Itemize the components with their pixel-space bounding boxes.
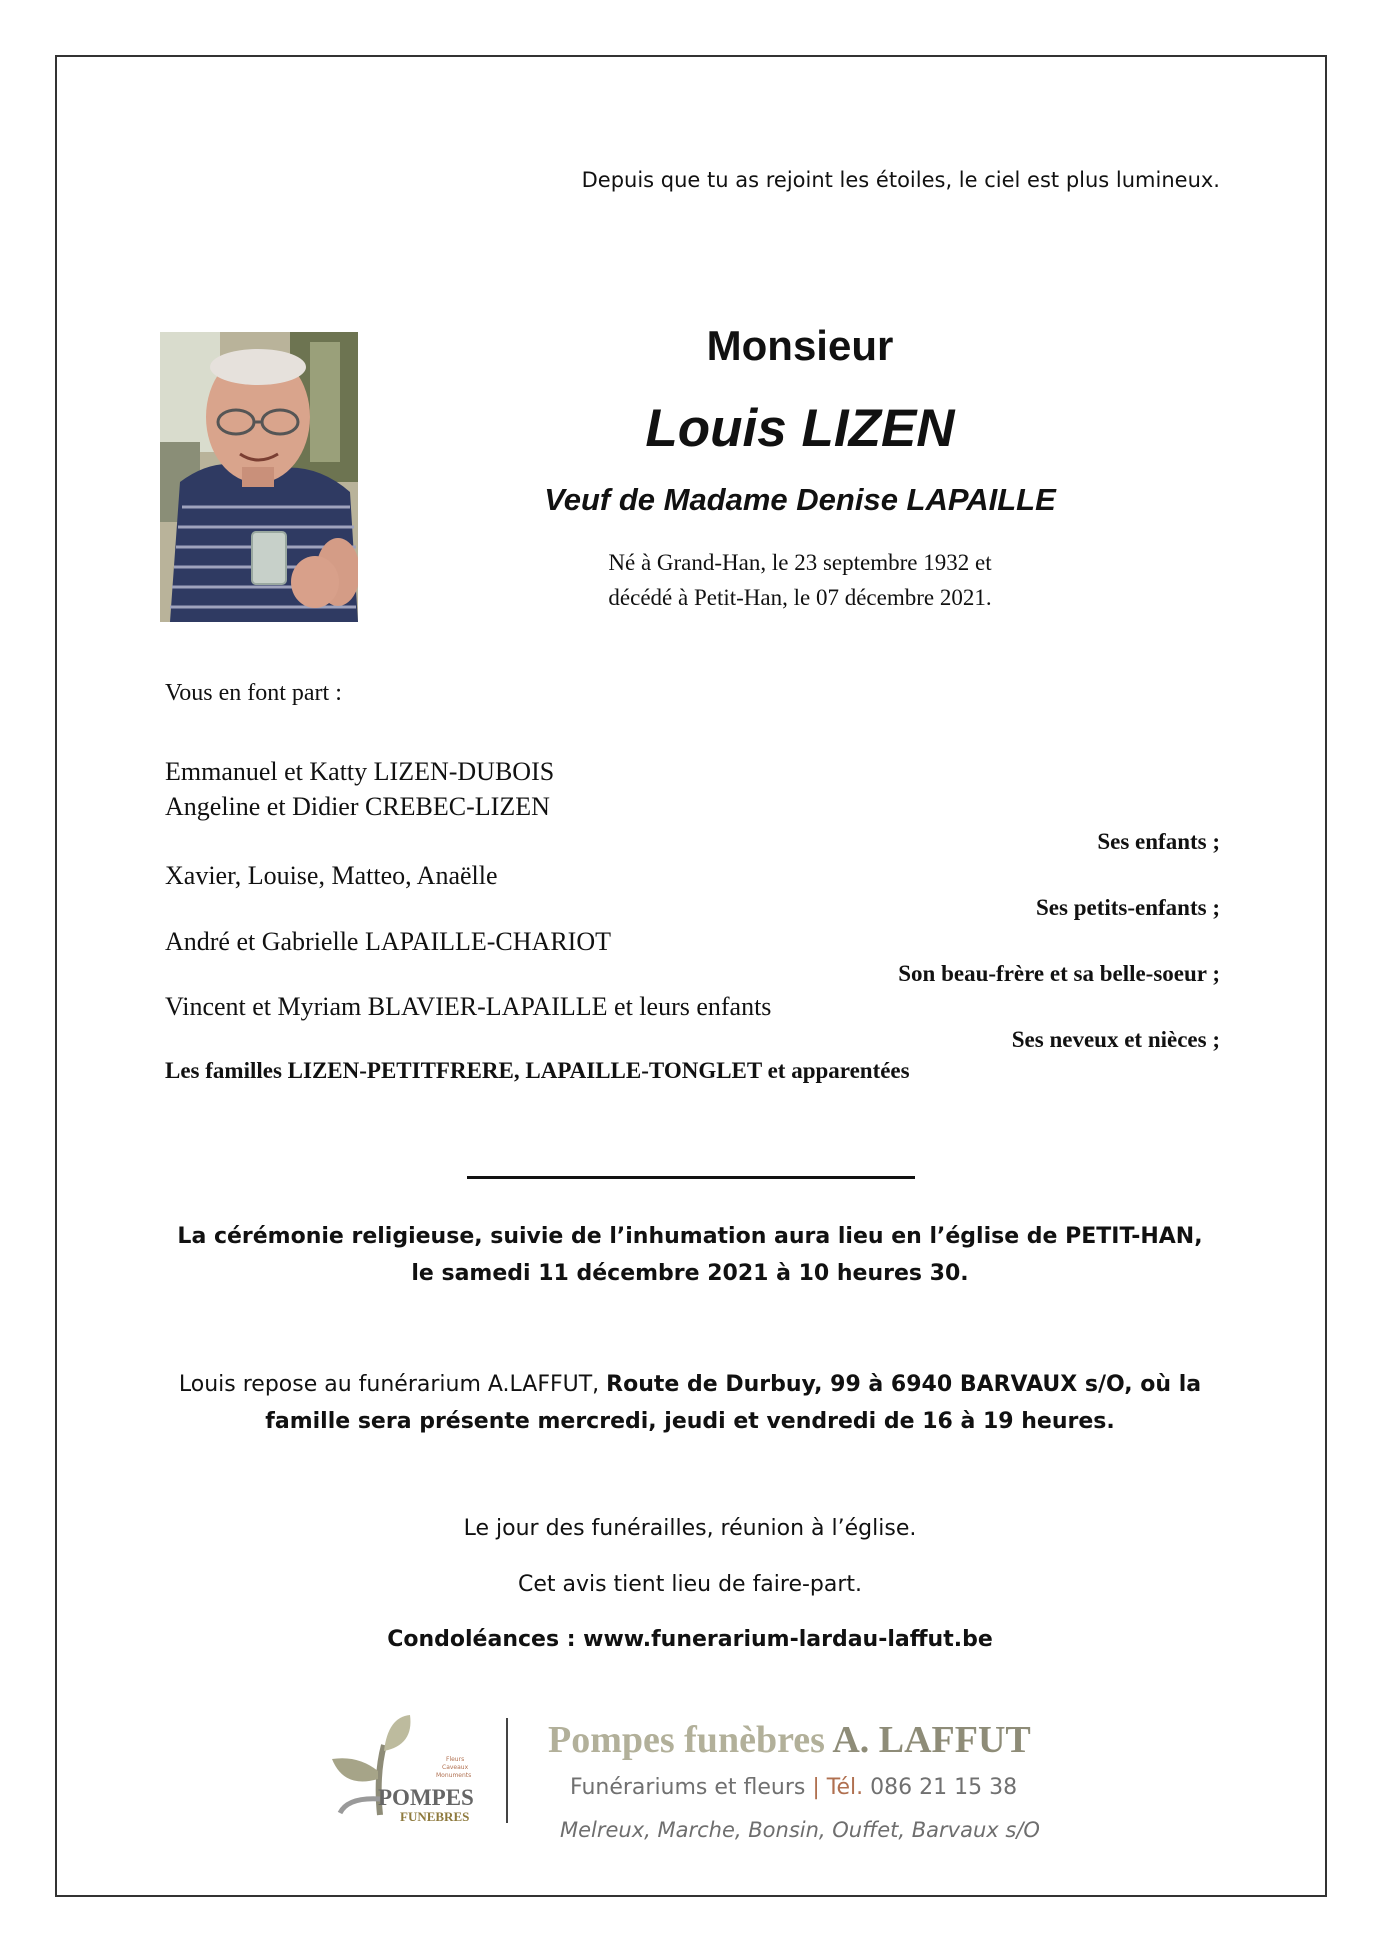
visitation-info [140, 1366, 1240, 1440]
visitation-line-1 [140, 1366, 1240, 1403]
children-line-1: Emmanuel et Katty LIZEN-DUBOIS [165, 757, 555, 786]
logo-small-text-1: Fleurs [446, 1756, 465, 1763]
visitation-address: Route de Durbuy, 99 à 6940 BARVAUX s/O, où la [606, 1372, 1202, 1397]
logo-small-text-3: Monuments [436, 1772, 472, 1779]
notice-text: Cet avis tient lieu de faire-part. [517, 1572, 863, 1597]
epitaph-quote: Depuis que tu as rejoint les étoiles, le ciel est plus lumineux. [581, 168, 1220, 192]
visitation-line-2: famille sera présente mercredi, jeudi et vendredi de 16 à 19 heures. [265, 1409, 1115, 1434]
logo-word-funebres: FUNEBRES [400, 1809, 470, 1824]
services-text: Funérariums et fleurs [570, 1775, 806, 1800]
plant-logo-icon [318, 1715, 494, 1825]
inlaws-line: André et Gabrielle LAPAILLE-CHARIOT [165, 927, 611, 956]
inlaws-label: Son beau-frère et sa belle-soeur ; [898, 961, 1220, 986]
children-line-2: Angeline et Didier CREBEC-LIZEN [165, 792, 550, 821]
brand-light: Pompes funèbres [548, 1719, 825, 1761]
logo-divider [506, 1718, 508, 1823]
deceased-name: Louis LIZEN [645, 399, 955, 458]
announcement: Vous en font part : [165, 680, 342, 706]
death-line: décédé à Petit-Han, le 07 décembre 2021. [608, 585, 992, 610]
nephews-label: Ses neveux et nièces ; [1011, 1027, 1220, 1052]
birth-death-dates [480, 545, 1120, 615]
nephews-line: Vincent et Myriam BLAVIER-LAPAILLE et leurs enfants [165, 992, 772, 1021]
grandchildren-label: Ses petits-enfants ; [1036, 895, 1220, 920]
ceremony-info [140, 1218, 1240, 1292]
phone-number: 086 21 15 38 [870, 1775, 1018, 1800]
ceremony-line-1: La cérémonie religieuse, suivie de l’inhumation aura lieu en l’église de PETIT-HAN, [177, 1224, 1203, 1249]
portrait-photo [160, 332, 358, 622]
birth-line: Né à Grand-Han, le 23 septembre 1932 et [608, 550, 992, 575]
families-line: Les familles LIZEN-PETITFRERE, LAPAILLE-TONGLET et apparentées [165, 1058, 910, 1083]
phone-label: | Tél. [812, 1775, 864, 1800]
widower-line: Veuf de Madame Denise LAPAILLE [544, 482, 1056, 517]
grandchildren-line: Xavier, Louise, Matteo, Anaëlle [165, 861, 498, 890]
meeting-info: Le jour des funérailles, réunion à l’église. [463, 1516, 917, 1541]
brand-name [548, 1718, 1031, 1762]
condolences-link[interactable]: Condoléances : www.funerarium-lardau-laffut.be [387, 1627, 993, 1652]
ceremony-line-2: le samedi 11 décembre 2021 à 10 heures 30. [411, 1261, 969, 1286]
logo-word-pompes: POMPES [378, 1785, 474, 1810]
funeral-home-logo [318, 1715, 494, 1825]
honorific: Monsieur [706, 322, 894, 369]
separator-line [467, 1176, 915, 1179]
brand-services [570, 1775, 1017, 1800]
brand-locations: Melreux, Marche, Bonsin, Ouffet, Barvaux s/O [560, 1818, 1040, 1842]
logo-small-text-2: Caveaux [442, 1764, 469, 1771]
children-label: Ses enfants ; [1097, 829, 1220, 854]
visitation-intro: Louis repose au funérarium A.LAFFUT, [178, 1372, 607, 1397]
brand-strong: A. LAFFUT [832, 1719, 1031, 1761]
